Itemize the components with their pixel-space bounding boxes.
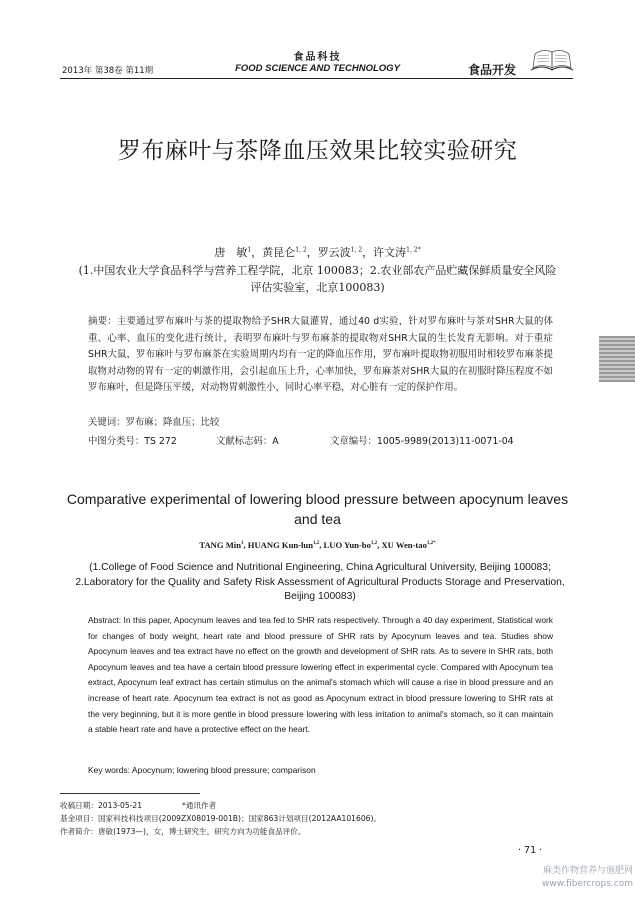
authors-cn: 唐 敏$^1$，黄昆仑$^{1, 2}$，罗云波$^{1, 2}$，许文涛$^{1, 2*}$ [214, 246, 421, 259]
author-affil-mark: 1,2 [312, 541, 320, 547]
watermark-line: 麻类作物营养与施肥网 [542, 866, 633, 876]
issue-info: 2013年 第38卷 第11期 [62, 66, 154, 76]
corresponding-author-note: *通讯作者 [182, 801, 217, 810]
author-affil-mark: 1 [240, 541, 244, 547]
journal-name-en: FOOD SCIENCE AND TECHNOLOGY [235, 63, 400, 74]
author-affil-mark: 1 [247, 246, 252, 254]
keywords-en: Key words: Apocynum; lowering blood pressure; comparison [88, 765, 316, 775]
watermark [505, 865, 633, 891]
article-number: 文章编号：1005-9989(2013)11-0071-04 [330, 436, 514, 447]
author-affil-mark: 1, 2* [406, 246, 421, 254]
watermark-url: www.fibercrops.com [542, 879, 633, 889]
author-name: 许文涛 [373, 246, 407, 259]
author-name: TANG Min [199, 540, 241, 550]
affiliation-cn: (1.中国农业大学食品科学与营养工程学院，北京 100083；2.农业部农产品贮藏保鲜质量安全风险评估实验室，北京100083) [78, 264, 557, 294]
clc-number: 中图分类号：TS 272 [88, 436, 177, 447]
section-label: 食品开发 [468, 63, 517, 77]
author-affil-mark: 1, 2 [350, 246, 363, 254]
footnote-rule [60, 793, 200, 794]
author-affil-mark: 1,2* [426, 541, 436, 547]
author-bio-note: 作者简介：唐敏(1973—)，女，博士研究生，研究方向为功能食品评价。 [60, 827, 306, 836]
author-name: HUANG Kun-lun [247, 540, 313, 550]
affiliation-en: (1.College of Food Science and Nutritional Engineering, China Agricultural University, Beijing 100083; 2.Laboratory for the Quality and Safety Risk Assessment of Agricultural Products Storage and Preservation, Beijing 100083) [75, 562, 565, 602]
author-name: 罗云波 [317, 246, 351, 259]
author-name: XU Wen-tao [381, 540, 427, 550]
author-name: 黄昆仑 [262, 246, 296, 259]
header-rule [60, 78, 573, 79]
author-affil-mark: 1, 2 [295, 246, 307, 254]
author-name: LUO Yun-bo [323, 540, 371, 550]
document-code: 文献标志码：A [216, 436, 279, 447]
abstract-cn: 摘要：主要通过罗布麻叶与茶的提取物给予SHR大鼠灌胃，通过40 d实验，针对罗布麻叶与茶对SHR大鼠的体重、心率、血压的变化进行统计，表明罗布麻叶与罗布麻茶的提取物对SHR大鼠的生长发育无影响。对于重症SHR大鼠，罗布麻叶与罗布麻茶在实验周期内均有一定的降血压作用，罗布麻叶提取物初服用时相较罗布麻茶提取物对动物的胃有一定的刺激作用，会引起血压上升，心率加快，罗布麻茶对SHR大鼠的在初服时降压程度不如罗布麻叶，但是降压平缓，对动物胃刺激性小，同时心率平稳，对心脏有一定的保护作用。 [88, 316, 553, 393]
received-date: 收稿日期：2013-05-21 [60, 801, 143, 810]
authors-en: TANG Min$^1$, HUANG Kun-lun$^{1,2}$, LUO Yun-bo$^{1,2}$, XU Wen-tao$^{1,2*}$ [199, 540, 436, 550]
open-book-logo-icon [527, 46, 577, 76]
article-title-cn: 罗布麻叶与茶降血压效果比较实验研究 [117, 138, 518, 164]
article-title-en: Comparative experimental of lowering blood pressure between apocynum leaves and tea [66, 491, 569, 527]
journal-name-cn: 食品科技 [293, 52, 342, 63]
funding-note: 基金项目：国家科技科技项目(2009ZX08019-001B)；国家863计划项目(2012AA101606)。 [60, 814, 382, 823]
abstract-en: Abstract: In this paper, Apocynum leaves and tea fed to SHR rats respectively. Through a 40 day experiment, Statistical work for changes of body weight, heart rate and blood pressure of SHR rats by Apocynum leaves and tea. Studies show Apocynum leaves and tea extract have no effect on the growth and development of SHR rats. As to severe in SHR rats, both Apocynum leaves and tea have a certain blood pressure lowering effect in experimental cycle. Compared with Apocynum tea extract, Apocynum leaf extract has certain stimulus on the animal's stomach which will cause a rise in blood pressure and an increase of heart rate. Apocynum tea extract is not as good as Apocynum extract in blood pressure lowering to SHR rats at the very beginning, but it is more gentle in blood pressure lowering with less irritation to animal's stomach, so it can maintain a stable heart rate and have a protective effect on the heart. [88, 615, 553, 735]
page-number: · 71 · [518, 845, 543, 856]
author-affil-mark: 1,2 [370, 541, 378, 547]
keywords-cn: 关键词：罗布麻；降血压；比较 [88, 417, 220, 428]
author-name: 唐 敏 [214, 246, 248, 259]
side-thumb-tab [599, 336, 635, 382]
